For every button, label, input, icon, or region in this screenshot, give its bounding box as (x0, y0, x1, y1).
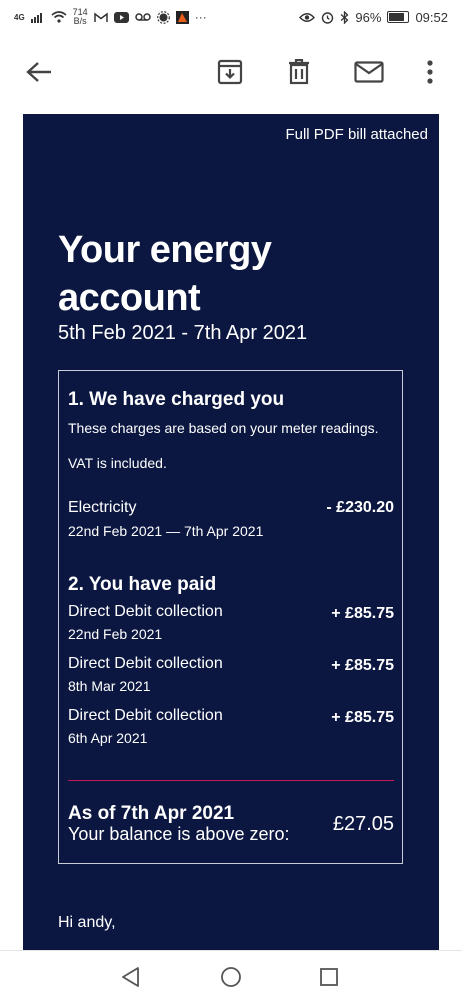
greeting: Hi andy, (58, 914, 116, 931)
nav-recents-button[interactable] (315, 963, 343, 991)
pdf-attachment-note[interactable]: Full PDF bill attached (285, 126, 428, 143)
archive-button[interactable] (208, 50, 252, 94)
balance-as-of: As of 7th Apr 2021 (68, 803, 235, 824)
status-left (14, 8, 207, 26)
delete-icon (288, 59, 310, 85)
system-nav-bar (0, 950, 462, 1001)
payment-date: 8th Mar 2021 (68, 678, 151, 694)
email-toolbar (0, 34, 462, 110)
more-options-button[interactable] (408, 50, 452, 94)
back-button[interactable] (17, 50, 61, 94)
youtube-icon (114, 12, 129, 23)
payment-amount: + £85.75 (331, 709, 394, 726)
signal-icon (31, 11, 45, 23)
charge-amount: - £230.20 (326, 499, 394, 516)
data-rate (73, 8, 88, 26)
billing-period: 5th Feb 2021 - 7th Apr 2021 (58, 322, 308, 344)
balance-status-text: Your balance is above zero: (68, 824, 290, 844)
data-rate-value: 714 (72, 7, 88, 17)
gmail-icon (94, 12, 108, 23)
nav-back-icon (120, 966, 142, 988)
mail-icon (354, 61, 384, 83)
nav-recents-icon (319, 967, 339, 987)
network-type: 4G (14, 12, 25, 22)
charge-date: 22nd Feb 2021 — 7th Apr 2021 (68, 523, 264, 539)
bluetooth-icon (340, 11, 349, 24)
payment-date: 22nd Feb 2021 (68, 626, 163, 642)
nav-home-button[interactable] (217, 963, 245, 991)
status-right (299, 10, 448, 25)
summary-divider (68, 780, 394, 781)
archive-icon (217, 59, 243, 85)
payment-label: Direct Debit collection (68, 655, 223, 672)
settings-badge-icon (157, 11, 170, 24)
delete-button[interactable] (277, 50, 321, 94)
wifi-icon (51, 11, 67, 23)
more-notifications: ··· (194, 10, 207, 24)
battery-percent: 96% (355, 9, 382, 25)
voicemail-icon (135, 12, 151, 22)
payment-amount: + £85.75 (331, 657, 394, 674)
payment-label: Direct Debit collection (68, 707, 223, 724)
clock: 09:52 (415, 9, 448, 25)
charged-note-vat: VAT is included. (68, 455, 167, 471)
payment-amount: + £85.75 (331, 605, 394, 622)
app-logo-icon (176, 11, 189, 24)
nav-back-button[interactable] (117, 963, 145, 991)
back-arrow-icon (26, 61, 52, 83)
eye-icon (299, 12, 315, 23)
status-bar (0, 0, 462, 34)
balance-amount: £27.05 (332, 813, 394, 835)
mark-unread-button[interactable] (347, 50, 391, 94)
charge-label: Electricity (68, 499, 137, 516)
battery-icon (387, 11, 409, 23)
more-vert-icon (427, 60, 433, 84)
payment-date: 6th Apr 2021 (68, 730, 148, 746)
paid-heading: 2. You have paid (68, 574, 217, 595)
charged-note-readings: These charges are based on your meter readings. (68, 420, 379, 436)
data-rate-unit: B/s (73, 16, 87, 26)
charged-heading: 1. We have charged you (68, 389, 285, 410)
alarm-icon (321, 11, 334, 24)
email-title: Your energy account (58, 229, 272, 319)
payment-label: Direct Debit collection (68, 603, 223, 620)
nav-home-icon (220, 966, 242, 988)
